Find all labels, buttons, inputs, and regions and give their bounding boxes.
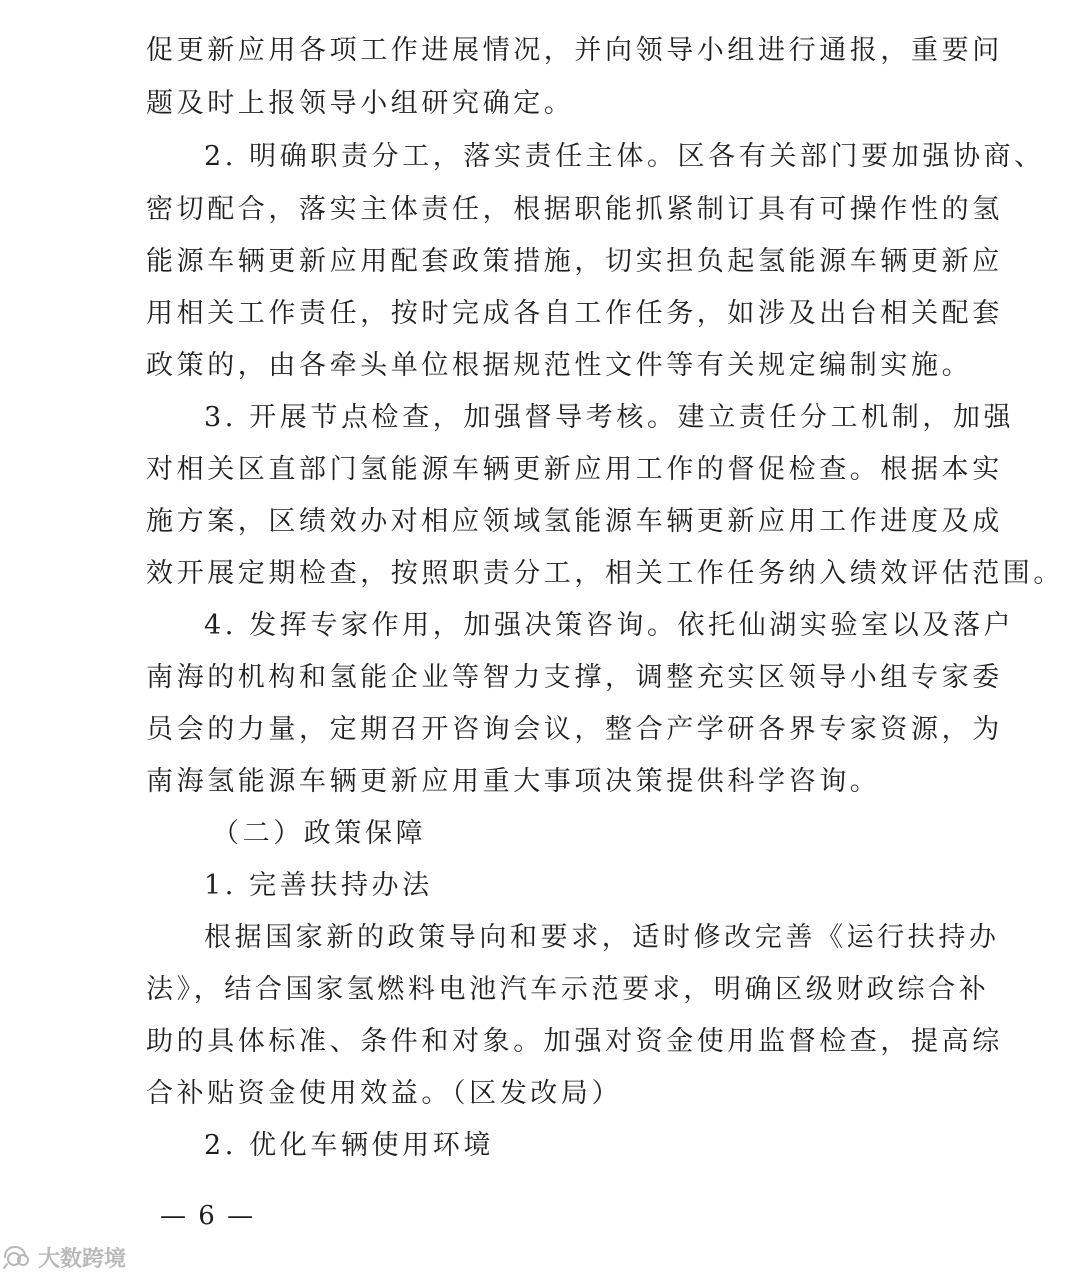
subsection-heading: 2. 优化车辆使用环境 bbox=[204, 1130, 494, 1161]
text-line: 对相关区直部门氢能源车辆更新应用工作的督促检查。根据本实 bbox=[146, 454, 1003, 485]
text-line: 密切配合，落实主体责任，根据职能抓紧制订具有可操作性的氢 bbox=[146, 194, 1003, 225]
watermark-text: 大数跨境 bbox=[38, 1246, 127, 1272]
section-heading: （二）政策保障 bbox=[212, 818, 427, 849]
text-line: 政策的，由各牵头单位根据规范性文件等有关规定编制实施。 bbox=[146, 350, 973, 381]
text-line: 施方案，区绩效办对相应领域氢能源车辆更新应用工作进度及成 bbox=[146, 506, 1003, 537]
text-line: 能源车辆更新应用配套政策措施，切实担负起氢能源车辆更新应 bbox=[146, 246, 1003, 277]
text-line: 助的具体标准、条件和对象。加强对资金使用监督检查，提高综 bbox=[146, 1026, 1003, 1057]
text-line: 题及时上报领导小组研究确定。 bbox=[146, 88, 575, 119]
watermark bbox=[2, 1240, 126, 1274]
text-line: 4. 发挥专家作用，加强决策咨询。依托仙湖实验室以及落户 bbox=[204, 610, 1015, 641]
text-line: 南海氢能源车辆更新应用重大事项决策提供科学咨询。 bbox=[146, 766, 881, 797]
text-line: 3. 开展节点检查，加强督导考核。建立责任分工机制，加强 bbox=[204, 402, 1015, 433]
text-line: 合补贴资金使用效益。（区发改局） bbox=[146, 1078, 623, 1109]
text-line: 南海的机构和氢能企业等智力支撑，调整充实区领导小组专家委 bbox=[146, 662, 1003, 693]
text-line: 2. 明确职责分工，落实责任主体。区各有关部门要加强协商、 bbox=[204, 141, 1045, 172]
subsection-heading: 1. 完善扶持办法 bbox=[204, 870, 433, 901]
text-line: 员会的力量，定期召开咨询会议，整合产学研各界专家资源，为 bbox=[146, 714, 1003, 745]
text-line: 用相关工作责任，按时完成各自工作任务，如涉及出台相关配套 bbox=[146, 298, 1003, 329]
text-line: 效开展定期检查，按照职责分工，相关工作任务纳入绩效评估范围。 bbox=[146, 558, 1064, 589]
text-line: 促更新应用各项工作进展情况，并向领导小组进行通报，重要问 bbox=[146, 35, 1003, 66]
text-line: 根据国家新的政策导向和要求，适时修改完善《运行扶持办 bbox=[204, 922, 1000, 953]
page-number: — 6 — bbox=[160, 1201, 256, 1231]
text-line: 法》，结合国家氢燃料电池汽车示范要求，明确区级财政综合补 bbox=[146, 974, 990, 1005]
brand-logo-icon bbox=[2, 1244, 32, 1270]
